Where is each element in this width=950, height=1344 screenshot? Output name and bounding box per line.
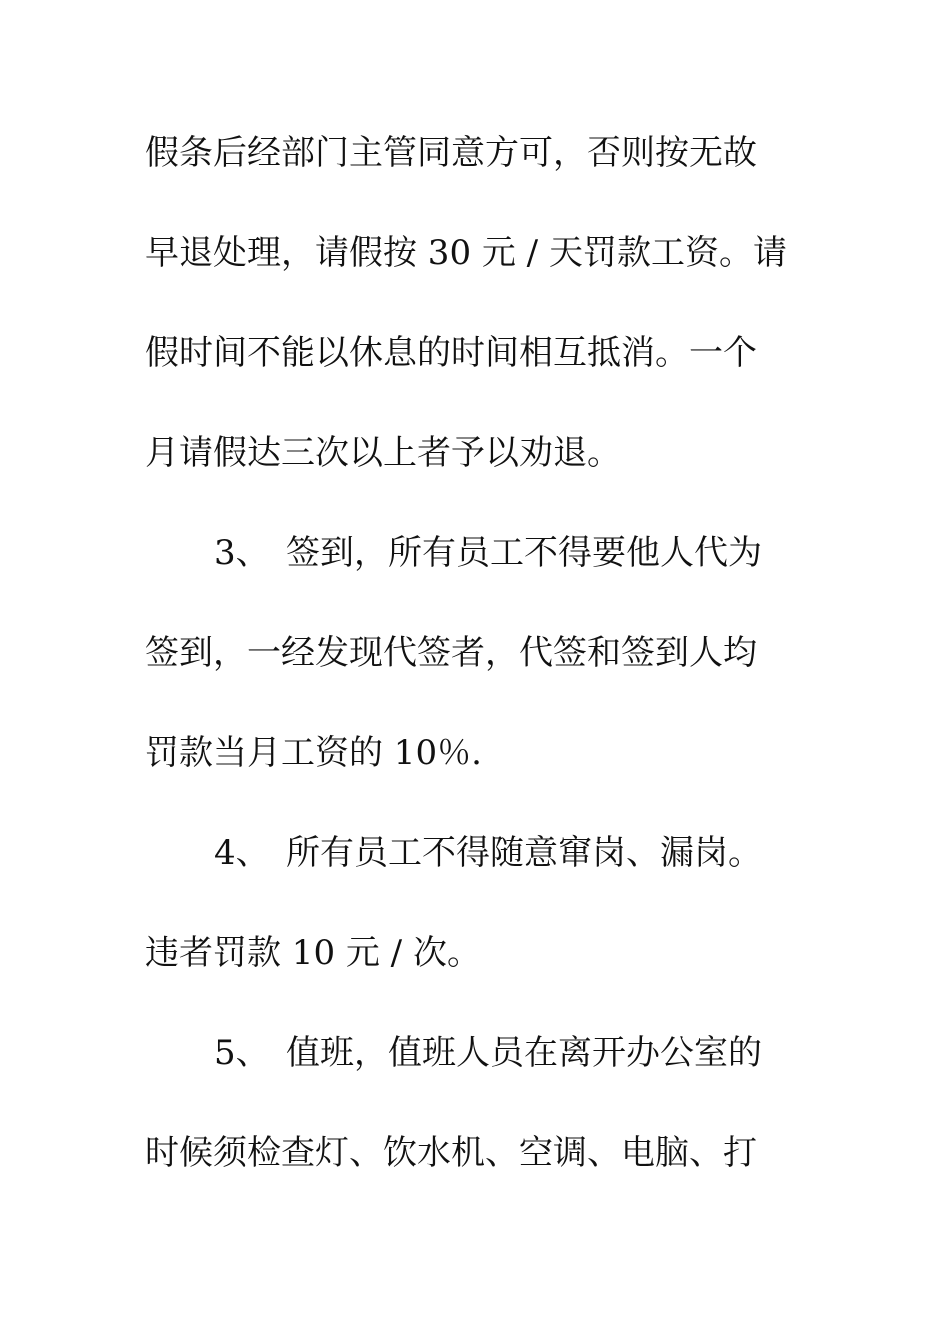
item-number: 4、 [214,833,270,873]
paragraph-line [145,428,845,478]
paragraph-line [145,1128,845,1178]
line-text: 签到，所有员工不得要他人代为 [286,533,762,573]
line-text: 假时间不能以休息的时间相互抵消。一个 [145,333,757,373]
paragraph-line [145,628,845,678]
item-number: 3、 [214,533,270,573]
paragraph-line [145,228,845,278]
line-text: 假条后经部门主管同意方可，否则按无故 [145,133,757,173]
list-item-3-first-line [214,528,914,578]
line-text: 罚款当月工资的 10％. [145,733,482,773]
list-item-4-first-line [214,828,914,878]
paragraph-line [145,128,845,178]
item-number: 5、 [214,1033,270,1073]
line-text: 早退处理，请假按 30 元 / 天罚款工资。请 [145,233,787,273]
paragraph-line [145,328,845,378]
line-text: 时候须检查灯、饮水机、空调、电脑、打 [145,1133,757,1173]
line-text: 违者罚款 10 元 / 次。 [145,933,481,973]
line-text: 值班，值班人员在离开办公室的 [286,1033,762,1073]
line-text: 签到，一经发现代签者，代签和签到人均 [145,633,757,673]
line-text: 月请假达三次以上者予以劝退。 [145,433,621,473]
paragraph-line [145,928,845,978]
paragraph-line [145,728,845,778]
line-text: 所有员工不得随意窜岗、漏岗。 [286,833,762,873]
list-item-5-first-line [214,1028,914,1078]
